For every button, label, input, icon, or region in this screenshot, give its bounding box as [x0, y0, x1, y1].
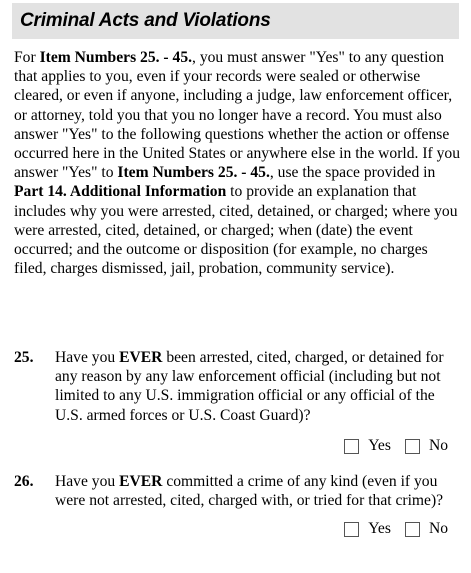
- instructions-paragraph: [14, 48, 462, 278]
- question-text-emphasis: EVER: [119, 349, 163, 366]
- section-header: [12, 3, 459, 39]
- no-checkbox[interactable]: [405, 439, 420, 454]
- question-text-post: been arrested, cited, charged, or detained for any reason by any law enforcement official (including but not limited to any U.S. immigration official or any official of the U.S. armed forces or U.S. Coast Guard)?: [55, 349, 444, 424]
- answer-options: [344, 437, 448, 455]
- yes-label: Yes: [368, 520, 391, 537]
- intro-text-4: to provide an explanation that includes why you were arrested, cited, detained, or charged; where you were arrested, cited, detained, or charged; when (date) the event occurred; and the outcome or disposition (for example, no charges filed, charges dismissed, jail, probation, community service).: [14, 183, 458, 278]
- question-number: 25.: [14, 349, 34, 366]
- question-text: [55, 348, 460, 425]
- yes-option[interactable]: [344, 437, 391, 455]
- question-text: [55, 472, 460, 510]
- no-option[interactable]: [405, 520, 448, 538]
- intro-bold-3: Part 14. Additional Information: [14, 183, 227, 201]
- intro-text-1: For: [14, 49, 40, 66]
- question-text-pre: Have you: [55, 473, 120, 490]
- no-checkbox[interactable]: [405, 522, 420, 537]
- question-26: [14, 472, 462, 552]
- intro-bold-2: Item Numbers 25. - 45.: [117, 164, 270, 182]
- section-title: Criminal Acts and Violations: [20, 10, 271, 31]
- question-25: [14, 348, 462, 460]
- question-text-pre: Have you: [55, 349, 120, 366]
- intro-bold-1: Item Numbers 25. - 45.: [39, 49, 193, 66]
- no-label: No: [428, 520, 448, 537]
- question-text-post: committed a crime of any kind (even if you were not arrested, cited, charged with, or tried for that crime)?: [55, 473, 444, 510]
- question-number: 26.: [14, 473, 34, 490]
- yes-option[interactable]: [344, 520, 391, 538]
- yes-checkbox[interactable]: [344, 439, 359, 454]
- answer-options: [344, 520, 448, 538]
- intro-text-3: , use the space provided in: [269, 164, 436, 182]
- question-text-emphasis: EVER: [119, 473, 163, 490]
- intro-text-2: , you must answer "Yes" to any question that applies to you, even if your records were sealed or otherwise cleared, or even if anyone, including a judge, law enforcement officer, or attorney, told you that you no longer have a record. You must also answer "Yes" to the following questions whether the action or offense occurred here in the United States or anywhere else in the world. If you answer "Yes" to: [14, 49, 460, 182]
- no-option[interactable]: [405, 437, 448, 455]
- no-label: No: [428, 437, 448, 454]
- yes-checkbox[interactable]: [344, 522, 359, 537]
- yes-label: Yes: [368, 437, 391, 454]
